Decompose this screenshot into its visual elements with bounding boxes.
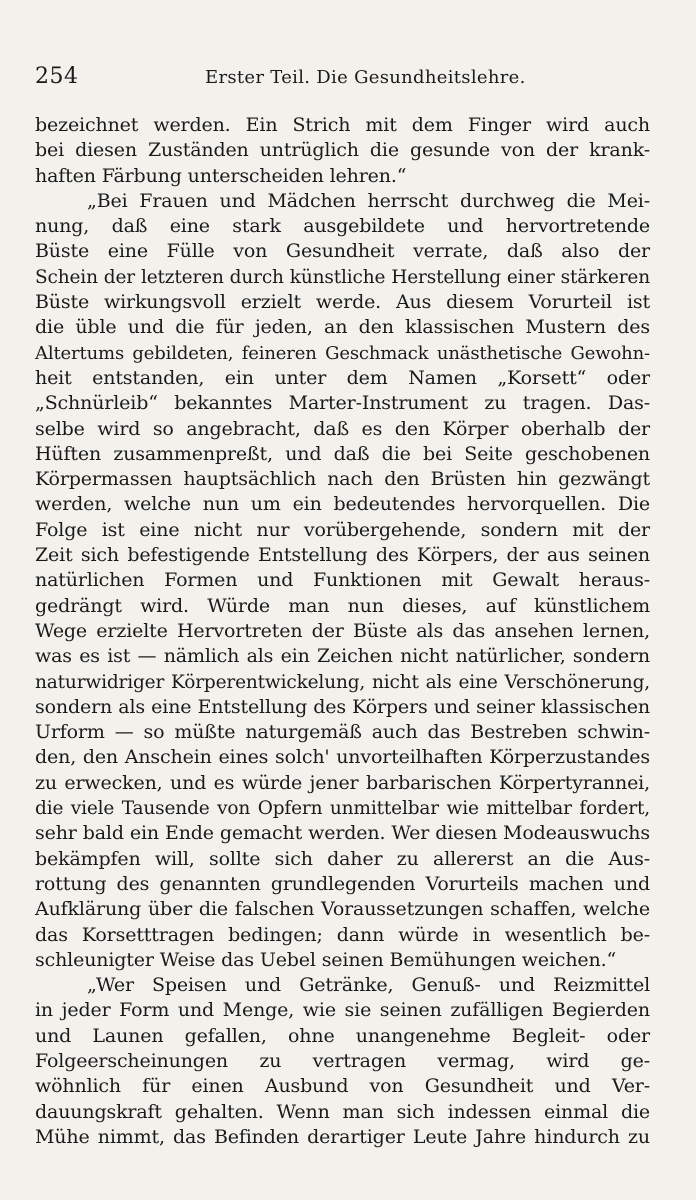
text-line: wöhnlich für einen Ausbund von Gesundheit und Ver- <box>35 1075 650 1098</box>
text-line: Schein der letzteren durch künstliche Herstellung einer stärkeren <box>35 266 650 288</box>
text-line: sehr bald ein Ende gemacht werden. Wer diesen Modeauswuchs <box>35 822 650 845</box>
text-line: Folge ist eine nicht nur vorübergehende, sondern mit der <box>35 518 650 541</box>
text-line: natürlichen Formen und Funktionen mit Gewalt heraus- <box>35 569 650 592</box>
text-line: den, den Anschein eines solch' unvorteilhaften Körperzustandes <box>35 746 650 769</box>
text-line: werden, welche nun um ein bedeutendes hervorquellen. Die <box>35 493 650 516</box>
text-line: in jeder Form und Menge, wie sie seinen zufälligen Begierden <box>35 999 650 1022</box>
text-line: heit entstanden, ein unter dem Namen „Korsett“ oder <box>35 366 650 389</box>
text-line: bei diesen Zuständen untrüglich die gesunde von der krank- <box>35 139 650 162</box>
text-line: gedrängt wird. Würde man nun dieses, auf künstlichem <box>35 594 650 617</box>
text-line: Wege erzielte Hervortreten der Büste als das ansehen lernen, <box>35 619 650 642</box>
text-line: Urform — so müßte naturgemäß auch das Bestreben schwin- <box>35 721 650 744</box>
text-line: Büste wirkungsvoll erzielt werde. Aus diesem Vorurteil ist <box>35 291 650 314</box>
text-line: die üble und die für jeden, an den klassischen Mustern des <box>35 316 650 339</box>
text-line: Aufklärung über die falschen Voraussetzungen schaffen, welche <box>35 898 650 921</box>
text-line: schleunigter Weise das Uebel seinen Bemühungen weichen.“ <box>35 948 617 971</box>
text-line: nung, daß eine stark ausgebildete und hervortretende <box>35 215 650 238</box>
text-line: Körpermassen hauptsächlich nach den Brüsten hin gezwängt <box>35 468 650 491</box>
text-line: dauungskraft gehalten. Wenn man sich indessen einmal die <box>35 1100 650 1123</box>
text-line: rottung des genannten grundlegenden Vorurteils machen und <box>35 872 650 895</box>
body-text <box>35 113 650 1150</box>
text-line: Mühe nimmt, das Befinden derartiger Leute Jahre hindurch zu <box>35 1125 650 1148</box>
text-line: und Launen gefallen, ohne unangenehme Begleit- oder <box>35 1024 650 1047</box>
text-line: Hüften zusammenpreßt, und daß die bei Seite geschobenen <box>35 442 650 465</box>
text-line: was es ist — nämlich als ein Zeichen nicht natürlicher, sondern <box>35 645 650 668</box>
running-head: Erster Teil. Die Gesundheitslehre. <box>205 67 526 88</box>
text-line: naturwidriger Körperentwickelung, nicht als eine Verschönerung, <box>35 671 650 693</box>
page-number: 254 <box>35 64 79 89</box>
text-line: „Schnürleib“ bekanntes Marter-Instrument zu tragen. Das- <box>35 392 650 415</box>
text-line: bekämpfen will, sollte sich daher zu allererst an die Aus- <box>35 847 650 870</box>
text-line: sondern als eine Entstellung des Körpers und seiner klassischen <box>35 695 650 718</box>
text-line: Altertums gebildeten, feineren Geschmack unästhetische Gewohn- <box>35 342 650 364</box>
text-line: selbe wird so angebracht, daß es den Körper oberhalb der <box>35 417 650 440</box>
text-line: die viele Tausende von Opfern unmittelbar wie mittelbar fordert, <box>35 798 650 820</box>
text-line: Folgeerscheinungen zu vertragen vermag, wird ge- <box>35 1049 650 1072</box>
text-line: „Wer Speisen und Getränke, Genuß- und Reizmittel <box>87 974 650 997</box>
text-line: zu erwecken, und es würde jener barbarischen Körpertyrannei, <box>35 771 650 794</box>
text-line: „Bei Frauen und Mädchen herrscht durchweg die Mei- <box>87 189 650 212</box>
text-line: haften Färbung unterscheiden lehren.“ <box>35 164 407 187</box>
page-header <box>35 64 650 94</box>
text-line: Büste eine Fülle von Gesundheit verrate, daß also der <box>35 240 650 263</box>
text-line: das Korsetttragen bedingen; dann würde in wesentlich be- <box>35 923 650 946</box>
text-line: Zeit sich befestigende Entstellung des Körpers, der aus seinen <box>35 544 650 567</box>
text-line: bezeichnet werden. Ein Strich mit dem Finger wird auch <box>35 114 650 136</box>
